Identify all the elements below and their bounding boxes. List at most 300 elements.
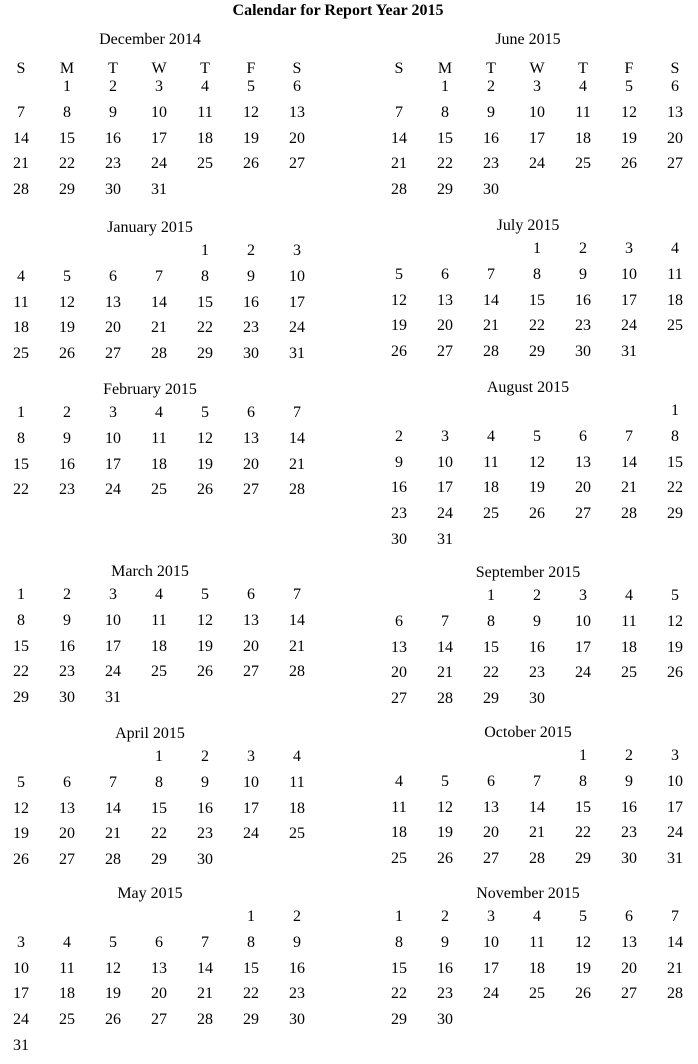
day-cell: 18 [197, 129, 213, 147]
week-row [0, 611, 320, 631]
day-cell: 13 [391, 638, 407, 656]
day-cell: 10 [483, 933, 499, 951]
week-row [0, 747, 320, 767]
day-cell: 18 [151, 637, 167, 655]
day-cell: 27 [621, 985, 637, 1003]
day-cell: 21 [105, 825, 121, 843]
month-title: August 2015 [486, 379, 570, 396]
week-row [0, 180, 320, 200]
week-row [378, 427, 698, 447]
day-cell: 21 [197, 985, 213, 1003]
week-row [378, 401, 698, 421]
day-cell: 12 [391, 291, 407, 309]
day-cell: 15 [13, 455, 29, 473]
week-row [378, 798, 698, 818]
week-row [378, 103, 698, 123]
day-cell: 29 [243, 1011, 259, 1029]
day-cell: 25 [391, 850, 407, 868]
week-row [378, 612, 698, 632]
day-cell: 24 [105, 663, 121, 681]
week-row [0, 455, 320, 475]
day-cell: 26 [105, 1011, 121, 1029]
day-cell: 23 [529, 664, 545, 682]
day-cell: 2 [63, 404, 71, 421]
day-cell: 20 [483, 824, 499, 842]
month-block [378, 30, 698, 210]
day-cell: 17 [105, 637, 121, 655]
day-cell: 28 [529, 850, 545, 868]
day-cell: 6 [487, 772, 495, 790]
day-cell: 28 [437, 690, 453, 708]
day-cell: 23 [59, 481, 75, 499]
day-cell: 26 [391, 343, 407, 361]
day-cell: 22 [529, 317, 545, 335]
month-title: January 2015 [107, 219, 193, 236]
day-cell: 8 [17, 429, 25, 447]
day-cell: 3 [109, 404, 117, 421]
day-cell: 28 [667, 985, 683, 1003]
week-row [0, 293, 320, 313]
day-cell: 7 [533, 772, 541, 790]
day-cell: 21 [667, 959, 683, 977]
weekday-label: S [16, 60, 26, 77]
day-cell: 2 [487, 78, 495, 95]
day-cell: 29 [437, 181, 453, 199]
day-cell: 2 [441, 908, 449, 925]
day-cell: 31 [151, 181, 167, 199]
day-cell: 14 [197, 959, 213, 977]
week-row [378, 504, 698, 524]
day-cell: 29 [529, 343, 545, 361]
day-cell: 21 [483, 317, 499, 335]
day-cell: 14 [529, 798, 545, 816]
day-cell: 22 [197, 319, 213, 337]
day-cell: 29 [13, 689, 29, 707]
day-cell: 1 [671, 402, 679, 419]
day-cell: 22 [667, 479, 683, 497]
day-cell: 28 [151, 345, 167, 363]
day-cell: 29 [667, 505, 683, 523]
day-cell: 18 [151, 455, 167, 473]
day-cell: 8 [201, 267, 209, 285]
month-block [0, 884, 320, 1064]
day-cell: 5 [63, 267, 71, 285]
day-cell: 13 [105, 293, 121, 311]
day-cell: 5 [109, 933, 117, 951]
day-cell: 2 [579, 240, 587, 257]
day-cell: 18 [529, 959, 545, 977]
week-row [0, 933, 320, 953]
week-row [378, 772, 698, 792]
day-cell: 14 [105, 799, 121, 817]
day-cell: 3 [625, 240, 633, 257]
day-cell: 7 [395, 103, 403, 121]
day-cell: 22 [575, 824, 591, 842]
month-block [0, 218, 320, 398]
day-cell: 27 [391, 690, 407, 708]
day-cell: 19 [197, 637, 213, 655]
day-cell: 27 [151, 1011, 167, 1029]
day-cell: 12 [529, 453, 545, 471]
month-title: December 2014 [99, 31, 201, 48]
day-cell: 19 [197, 455, 213, 473]
day-cell: 9 [625, 772, 633, 790]
week-row [378, 239, 698, 259]
day-cell: 15 [667, 453, 683, 471]
day-cell: 4 [63, 933, 71, 951]
day-cell: 24 [437, 505, 453, 523]
day-cell: 16 [529, 638, 545, 656]
day-cell: 17 [105, 455, 121, 473]
day-cell: 22 [151, 825, 167, 843]
week-row [0, 773, 320, 793]
day-cell: 19 [437, 824, 453, 842]
day-cell: 12 [621, 103, 637, 121]
day-cell: 4 [487, 427, 495, 445]
day-cell: 4 [395, 772, 403, 790]
day-cell: 25 [197, 155, 213, 173]
day-cell: 17 [437, 479, 453, 497]
week-row [0, 129, 320, 149]
day-cell: 14 [437, 638, 453, 656]
day-cell: 2 [247, 242, 255, 259]
weekday-label: M [437, 60, 453, 77]
day-cell: 22 [243, 985, 259, 1003]
day-cell: 23 [59, 663, 75, 681]
day-cell: 16 [437, 959, 453, 977]
day-cell: 6 [395, 612, 403, 630]
week-row [378, 77, 698, 97]
day-cell: 26 [437, 850, 453, 868]
day-cell: 4 [201, 78, 209, 95]
day-cell: 23 [289, 985, 305, 1003]
day-cell: 3 [671, 747, 679, 764]
day-cell: 20 [243, 637, 259, 655]
day-cell: 25 [59, 1011, 75, 1029]
week-row [378, 689, 698, 709]
weekday-label: T [200, 60, 210, 77]
day-cell: 24 [289, 319, 305, 337]
day-cell: 16 [105, 129, 121, 147]
day-cell: 17 [575, 638, 591, 656]
day-cell: 16 [621, 798, 637, 816]
week-row [0, 824, 320, 844]
day-cell: 30 [197, 851, 213, 869]
week-row [0, 77, 320, 97]
day-cell: 7 [671, 908, 679, 925]
day-cell: 10 [151, 103, 167, 121]
day-cell: 11 [197, 103, 213, 121]
day-cell: 17 [529, 129, 545, 147]
day-cell: 31 [105, 689, 121, 707]
day-cell: 29 [151, 851, 167, 869]
day-cell: 17 [667, 798, 683, 816]
day-cell: 2 [625, 747, 633, 764]
month-block [0, 562, 320, 742]
week-row [378, 478, 698, 498]
day-cell: 19 [575, 959, 591, 977]
weekday-label: T [578, 60, 588, 77]
day-cell: 11 [151, 429, 167, 447]
day-cell: 15 [437, 129, 453, 147]
day-cell: 16 [59, 637, 75, 655]
day-cell: 29 [391, 1011, 407, 1029]
day-cell: 18 [575, 129, 591, 147]
day-cell: 11 [483, 453, 499, 471]
day-cell: 19 [529, 479, 545, 497]
month-block [378, 884, 698, 1064]
day-cell: 28 [197, 1011, 213, 1029]
day-cell: 9 [487, 103, 495, 121]
day-cell: 6 [247, 404, 255, 421]
week-row [378, 984, 698, 1004]
month-title: June 2015 [495, 31, 561, 48]
day-cell: 12 [197, 611, 213, 629]
day-cell: 2 [201, 748, 209, 765]
day-cell: 2 [63, 586, 71, 603]
day-cell: 10 [105, 429, 121, 447]
day-cell: 9 [579, 265, 587, 283]
day-cell: 26 [529, 505, 545, 523]
day-cell: 13 [289, 103, 305, 121]
day-cell: 22 [391, 985, 407, 1003]
day-cell: 29 [575, 850, 591, 868]
month-title: February 2015 [103, 381, 197, 398]
day-cell: 4 [533, 908, 541, 925]
week-row [378, 291, 698, 311]
day-cell: 23 [391, 505, 407, 523]
day-cell: 9 [201, 773, 209, 791]
day-cell: 27 [59, 851, 75, 869]
day-cell: 10 [289, 267, 305, 285]
day-cell: 8 [441, 103, 449, 121]
day-cell: 13 [59, 799, 75, 817]
day-cell: 25 [575, 155, 591, 173]
day-cell: 9 [247, 267, 255, 285]
day-cell: 1 [201, 242, 209, 259]
day-cell: 30 [575, 343, 591, 361]
day-cell: 14 [483, 291, 499, 309]
day-cell: 18 [621, 638, 637, 656]
weekday-label: M [59, 60, 75, 77]
week-row [0, 344, 320, 364]
day-cell: 9 [533, 612, 541, 630]
day-cell: 23 [243, 319, 259, 337]
day-cell: 1 [487, 587, 495, 604]
day-cell: 7 [17, 103, 25, 121]
day-cell: 20 [59, 825, 75, 843]
day-cell: 18 [483, 479, 499, 497]
day-cell: 15 [529, 291, 545, 309]
day-cell: 13 [243, 429, 259, 447]
page-title: Calendar for Report Year 2015 [232, 2, 444, 19]
day-cell: 21 [289, 455, 305, 473]
day-cell: 21 [437, 664, 453, 682]
day-cell: 14 [667, 933, 683, 951]
day-cell: 10 [13, 959, 29, 977]
day-cell: 10 [621, 265, 637, 283]
day-cell: 15 [13, 637, 29, 655]
day-cell: 28 [621, 505, 637, 523]
day-cell: 24 [105, 481, 121, 499]
day-cell: 3 [487, 908, 495, 925]
day-cell: 18 [391, 824, 407, 842]
day-cell: 22 [59, 155, 75, 173]
day-cell: 13 [483, 798, 499, 816]
day-cell: 17 [483, 959, 499, 977]
day-cell: 25 [529, 985, 545, 1003]
day-cell: 28 [289, 663, 305, 681]
weekday-label: S [394, 60, 404, 77]
day-cell: 7 [201, 933, 209, 951]
day-cell: 10 [667, 772, 683, 790]
day-cell: 21 [289, 637, 305, 655]
day-cell: 15 [483, 638, 499, 656]
week-row [378, 154, 698, 174]
day-cell: 14 [621, 453, 637, 471]
day-cell: 24 [151, 155, 167, 173]
day-cell: 3 [247, 748, 255, 765]
day-cell: 21 [13, 155, 29, 173]
day-cell: 20 [243, 455, 259, 473]
day-cell: 5 [579, 908, 587, 925]
week-row [0, 585, 320, 605]
day-cell: 25 [621, 664, 637, 682]
day-cell: 16 [575, 291, 591, 309]
day-cell: 24 [621, 317, 637, 335]
week-row [378, 180, 698, 200]
weekday-label: F [246, 60, 256, 77]
day-cell: 17 [13, 985, 29, 1003]
day-cell: 23 [437, 985, 453, 1003]
week-row [0, 103, 320, 123]
day-cell: 23 [621, 824, 637, 842]
day-cell: 25 [289, 825, 305, 843]
day-cell: 30 [391, 531, 407, 548]
day-cell: 1 [247, 908, 255, 925]
weekday-label: T [108, 60, 118, 77]
day-cell: 25 [151, 481, 167, 499]
week-row [0, 429, 320, 449]
day-cell: 7 [109, 773, 117, 791]
month-title: November 2015 [476, 885, 580, 902]
day-cell: 17 [289, 293, 305, 311]
day-cell: 30 [529, 690, 545, 708]
day-cell: 13 [151, 959, 167, 977]
day-cell: 21 [621, 479, 637, 497]
day-cell: 11 [151, 611, 167, 629]
day-cell: 12 [59, 293, 75, 311]
day-cell: 6 [625, 908, 633, 925]
day-cell: 3 [293, 242, 301, 259]
day-cell: 29 [59, 181, 75, 199]
day-cell: 18 [667, 291, 683, 309]
week-row [378, 129, 698, 149]
day-cell: 15 [575, 798, 591, 816]
day-cell: 13 [667, 103, 683, 121]
day-cell: 12 [197, 429, 213, 447]
day-cell: 19 [391, 317, 407, 335]
day-cell: 1 [17, 586, 25, 603]
day-cell: 30 [289, 1011, 305, 1029]
day-cell: 5 [533, 427, 541, 445]
day-cell: 15 [391, 959, 407, 977]
day-cell: 21 [391, 155, 407, 173]
month-block [0, 30, 320, 210]
day-cell: 1 [579, 747, 587, 764]
week-row [0, 403, 320, 423]
day-cell: 30 [483, 181, 499, 199]
day-cell: 23 [575, 317, 591, 335]
day-cell: 30 [59, 689, 75, 707]
day-cell: 1 [63, 78, 71, 95]
day-cell: 8 [533, 265, 541, 283]
day-cell: 5 [201, 404, 209, 421]
day-cell: 31 [667, 850, 683, 868]
day-cell: 30 [105, 181, 121, 199]
day-cell: 8 [63, 103, 71, 121]
day-cell: 11 [391, 798, 407, 816]
day-cell: 19 [667, 638, 683, 656]
weekday-label: F [624, 60, 634, 77]
day-cell: 7 [293, 404, 301, 421]
day-cell: 3 [441, 427, 449, 445]
day-cell: 27 [575, 505, 591, 523]
day-cell: 3 [109, 586, 117, 603]
day-cell: 24 [13, 1011, 29, 1029]
day-cell: 23 [197, 825, 213, 843]
day-cell: 9 [441, 933, 449, 951]
day-cell: 1 [533, 240, 541, 257]
day-cell: 5 [17, 773, 25, 791]
day-cell: 16 [483, 129, 499, 147]
day-cell: 28 [483, 343, 499, 361]
day-cell: 9 [63, 611, 71, 629]
day-cell: 18 [59, 985, 75, 1003]
day-cell: 11 [575, 103, 591, 121]
week-row [378, 586, 698, 606]
day-cell: 10 [105, 611, 121, 629]
day-cell: 1 [17, 404, 25, 421]
day-cell: 1 [395, 908, 403, 925]
day-cell: 30 [437, 1011, 453, 1029]
day-cell: 25 [151, 663, 167, 681]
day-cell: 24 [243, 825, 259, 843]
day-cell: 20 [437, 317, 453, 335]
day-cell: 6 [155, 933, 163, 951]
weekday-label: W [529, 60, 545, 77]
day-cell: 24 [575, 664, 591, 682]
week-row [378, 907, 698, 927]
week-row [0, 154, 320, 174]
day-cell: 9 [63, 429, 71, 447]
day-cell: 1 [155, 748, 163, 765]
day-cell: 22 [483, 664, 499, 682]
weekday-label: T [486, 60, 496, 77]
day-cell: 17 [151, 129, 167, 147]
week-row [378, 959, 698, 979]
day-cell: 18 [13, 319, 29, 337]
week-row [0, 318, 320, 338]
week-row [378, 453, 698, 473]
day-cell: 12 [667, 612, 683, 630]
day-cell: 28 [391, 181, 407, 199]
week-row [0, 688, 320, 708]
day-cell: 5 [247, 78, 255, 95]
month-title: July 2015 [496, 217, 560, 234]
day-cell: 21 [151, 319, 167, 337]
weekday-label: W [151, 60, 167, 77]
